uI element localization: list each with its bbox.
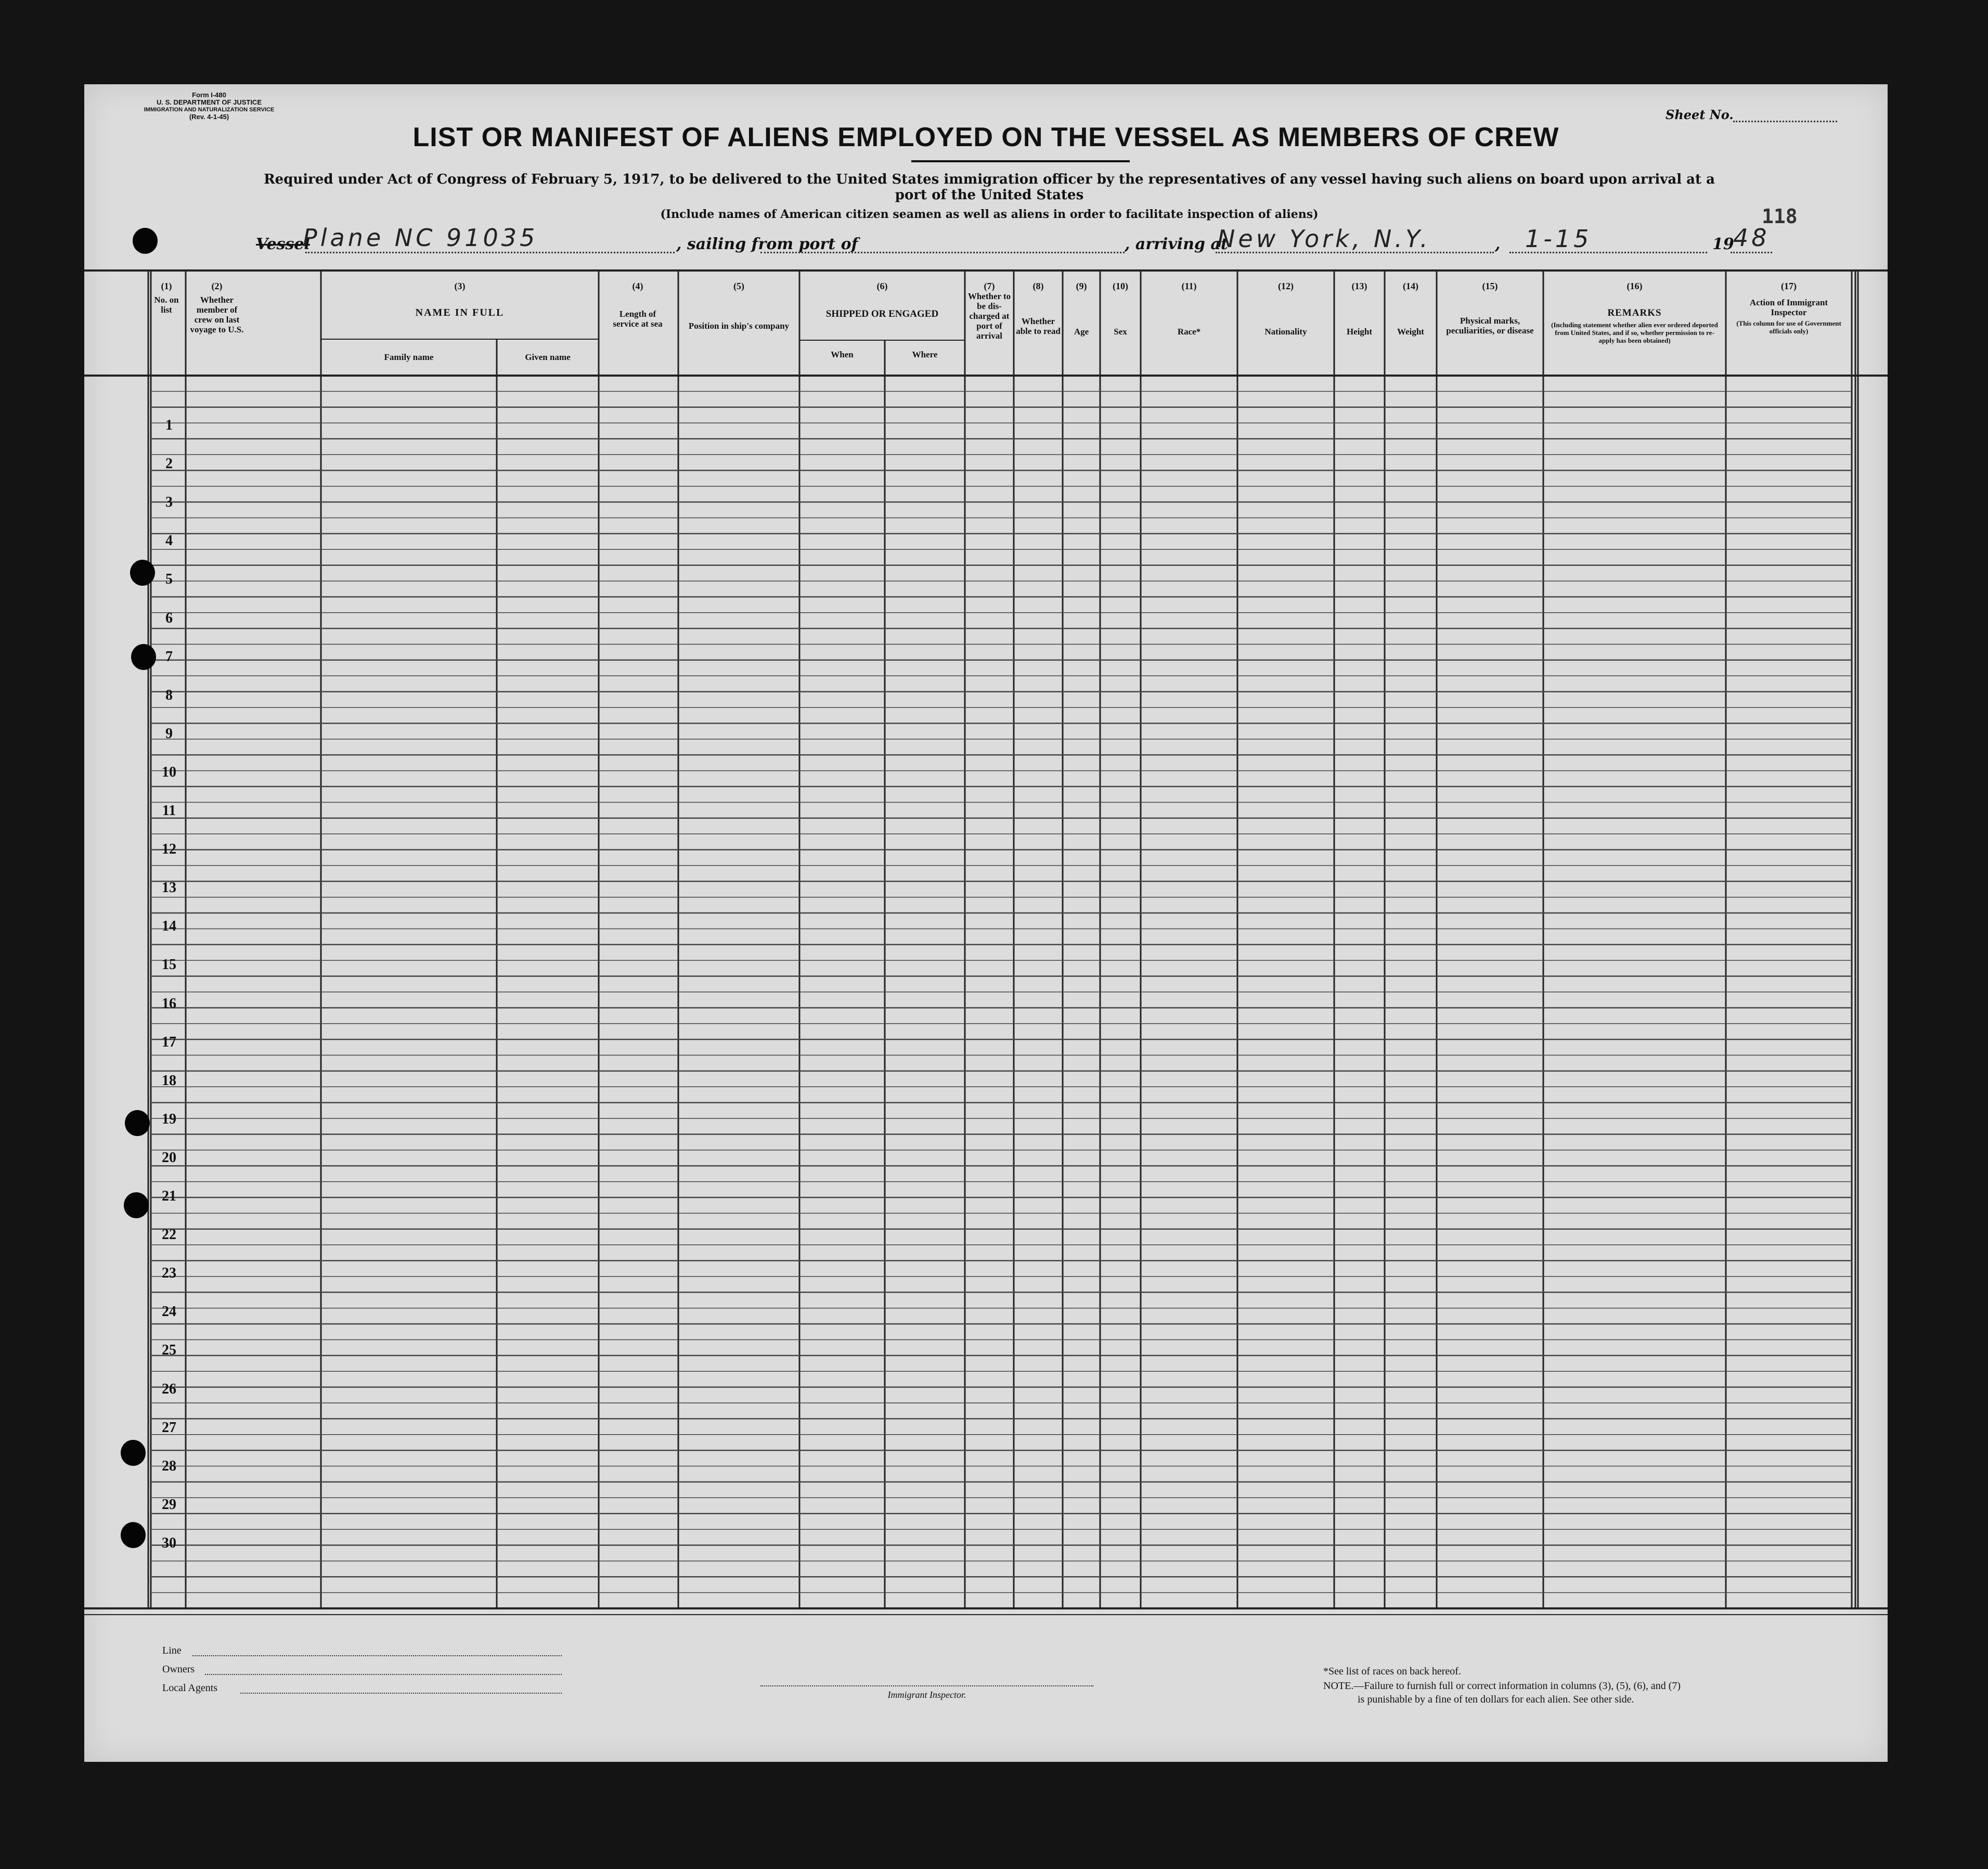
- col-15-header: Physical marks, peculiarities, or disease: [1446, 316, 1534, 336]
- row-number: 16: [162, 995, 176, 1012]
- manifest-form-page: [84, 84, 1888, 1762]
- row-number: 25: [162, 1342, 176, 1359]
- row-number: 28: [162, 1458, 176, 1474]
- revision-date: (Rev. 4-1-45): [189, 113, 229, 121]
- col-10-header: Sex: [1114, 327, 1127, 337]
- row-number: 19: [162, 1111, 176, 1127]
- year-handwritten: 48: [1733, 224, 1770, 252]
- row-number: 23: [162, 1265, 176, 1282]
- col-2-number: (2): [211, 281, 223, 291]
- line-label: Line: [162, 1645, 182, 1656]
- form-title: LIST OR MANIFEST OF ALIENS EMPLOYED ON THE VESSEL AS MEMBERS OF CREW: [412, 122, 1559, 152]
- col-1-header: No. on list: [154, 295, 179, 315]
- row-number: 11: [162, 803, 176, 819]
- row-number: 3: [165, 494, 173, 511]
- col-1-number: (1): [161, 281, 172, 291]
- col-6-number: (6): [876, 281, 888, 291]
- col-7-number: (7): [984, 281, 995, 291]
- col-5-number: (5): [733, 281, 744, 291]
- local-agents-label: Local Agents: [162, 1682, 218, 1694]
- row-number: 30: [162, 1535, 176, 1551]
- row-number: 15: [162, 957, 176, 973]
- col-17-number: (17): [1781, 281, 1797, 291]
- col-14-header: Weight: [1397, 327, 1424, 337]
- col-16-note: (Including statement whether alien ever ordered deported from United States, and if so, whether permission to re-apply has been obtained): [1551, 321, 1718, 344]
- row-number: 13: [162, 880, 176, 896]
- subtitle-line-3: (Include names of American citizen seamen as well as aliens in order to facilitate inspection of aliens): [660, 208, 1319, 221]
- row-lines: [151, 391, 1852, 1592]
- col-5-header: Position in ship's company: [688, 321, 790, 331]
- row-number: 17: [162, 1034, 176, 1050]
- subtitle-line-2: port of the United States: [895, 187, 1084, 203]
- given-name-header: Given name: [525, 352, 571, 362]
- separator-comma: ,: [1495, 235, 1501, 253]
- col-8-header: Whether able to read: [1016, 316, 1061, 336]
- arrival-port-handwritten: New York, N.Y.: [1217, 225, 1431, 253]
- col-14-number: (14): [1403, 281, 1418, 291]
- punch-hole: [121, 1440, 146, 1466]
- col-17-note: (This column for use of Government officials only): [1736, 319, 1841, 335]
- row-number: 29: [162, 1496, 176, 1513]
- arrival-date-handwritten: 1-15: [1525, 225, 1592, 253]
- races-note: *See list of races on back hereof.: [1323, 1666, 1461, 1677]
- inspector-label: Immigrant Inspector.: [887, 1690, 966, 1700]
- stamped-page-number: 118: [1762, 205, 1798, 228]
- row-number: 10: [162, 764, 176, 780]
- row-number: 14: [162, 918, 176, 935]
- punch-hole: [124, 1192, 149, 1218]
- col-12-number: (12): [1278, 281, 1294, 291]
- row-number: 2: [165, 456, 173, 472]
- col-11-header: Race*: [1177, 327, 1201, 337]
- col-11-number: (11): [1181, 281, 1197, 291]
- col-4-number: (4): [632, 281, 643, 291]
- row-number: 8: [165, 687, 173, 703]
- col-15-number: (15): [1482, 281, 1498, 291]
- row-number: 9: [165, 725, 173, 742]
- col-6-header: SHIPPED OR ENGAGED: [825, 308, 939, 319]
- penalty-note-line-2: is punishable by a fine of ten dollars for each alien. See other side.: [1358, 1694, 1634, 1705]
- row-number: 24: [162, 1304, 176, 1320]
- vessel-name-handwritten: Plane NC 91035: [303, 224, 538, 252]
- owners-label: Owners: [162, 1664, 195, 1675]
- service-name: IMMIGRATION AND NATURALIZATION SERVICE: [144, 107, 275, 113]
- col-9-header: Age: [1074, 327, 1089, 337]
- col-12-header: Nationality: [1264, 327, 1307, 337]
- row-number: 12: [162, 841, 176, 858]
- col-2-header: Whether member of crew on last voyage to U.S.: [190, 295, 244, 334]
- punch-hole: [125, 1110, 150, 1136]
- row-number: 22: [162, 1227, 176, 1243]
- row-number: 27: [162, 1419, 176, 1436]
- when-header: When: [831, 350, 854, 359]
- row-number: 5: [165, 571, 173, 588]
- col-7-header: Whether to be dis-charged at port of arrival: [967, 291, 1011, 341]
- punch-hole: [133, 228, 158, 254]
- line-field: [192, 1655, 562, 1656]
- owners-field: [205, 1674, 562, 1675]
- col-10-number: (10): [1113, 281, 1128, 291]
- row-number: 4: [165, 533, 173, 549]
- col-13-number: (13): [1351, 281, 1367, 291]
- vessel-label: Vessel: [256, 235, 310, 253]
- where-header: Where: [912, 350, 938, 359]
- form-number: Form I-480: [192, 91, 226, 99]
- arriving-at-label: , arriving at: [1125, 235, 1228, 253]
- row-number: 21: [162, 1188, 176, 1204]
- col-8-number: (8): [1032, 281, 1044, 291]
- subtitle-line-1: Required under Act of Congress of February 5, 1917, to be delivered to the United States immigration officer by the representatives of any vessel having such aliens on board upon arrival at a: [264, 172, 1715, 187]
- department-name: U. S. DEPARTMENT OF JUSTICE: [157, 98, 262, 106]
- col-16-header: REMARKS: [1607, 307, 1662, 318]
- local-agents-field: [240, 1693, 562, 1694]
- col-16-number: (16): [1626, 281, 1643, 291]
- sailing-from-label: , sailing from port of: [676, 235, 858, 253]
- row-number: 20: [162, 1149, 176, 1166]
- col-17-header: Action of Immigrant Inspector: [1749, 298, 1828, 317]
- penalty-note-line-1: NOTE.—Failure to furnish full or correct information in columns (3), (5), (6), and (7): [1323, 1680, 1681, 1692]
- row-number: 18: [162, 1072, 176, 1089]
- row-number: 1: [165, 417, 173, 433]
- punch-hole: [131, 644, 156, 670]
- column-dividers: [148, 270, 1858, 1608]
- row-number: 26: [162, 1381, 176, 1397]
- col-13-header: Height: [1346, 327, 1373, 337]
- inspector-signature-line: [760, 1685, 1093, 1686]
- punch-hole: [121, 1522, 146, 1548]
- sheet-number-label: Sheet No.: [1666, 107, 1734, 122]
- year-prefix: 19: [1712, 235, 1734, 253]
- row-number: 7: [165, 648, 173, 665]
- punch-hole: [130, 560, 155, 586]
- col-3-number: (3): [454, 281, 466, 291]
- col-3-header: NAME IN FULL: [415, 307, 505, 318]
- col-9-number: (9): [1076, 281, 1087, 291]
- col-4-header: Length of service at sea: [613, 309, 663, 329]
- family-name-header: Family name: [384, 352, 434, 362]
- row-number: 6: [165, 610, 173, 626]
